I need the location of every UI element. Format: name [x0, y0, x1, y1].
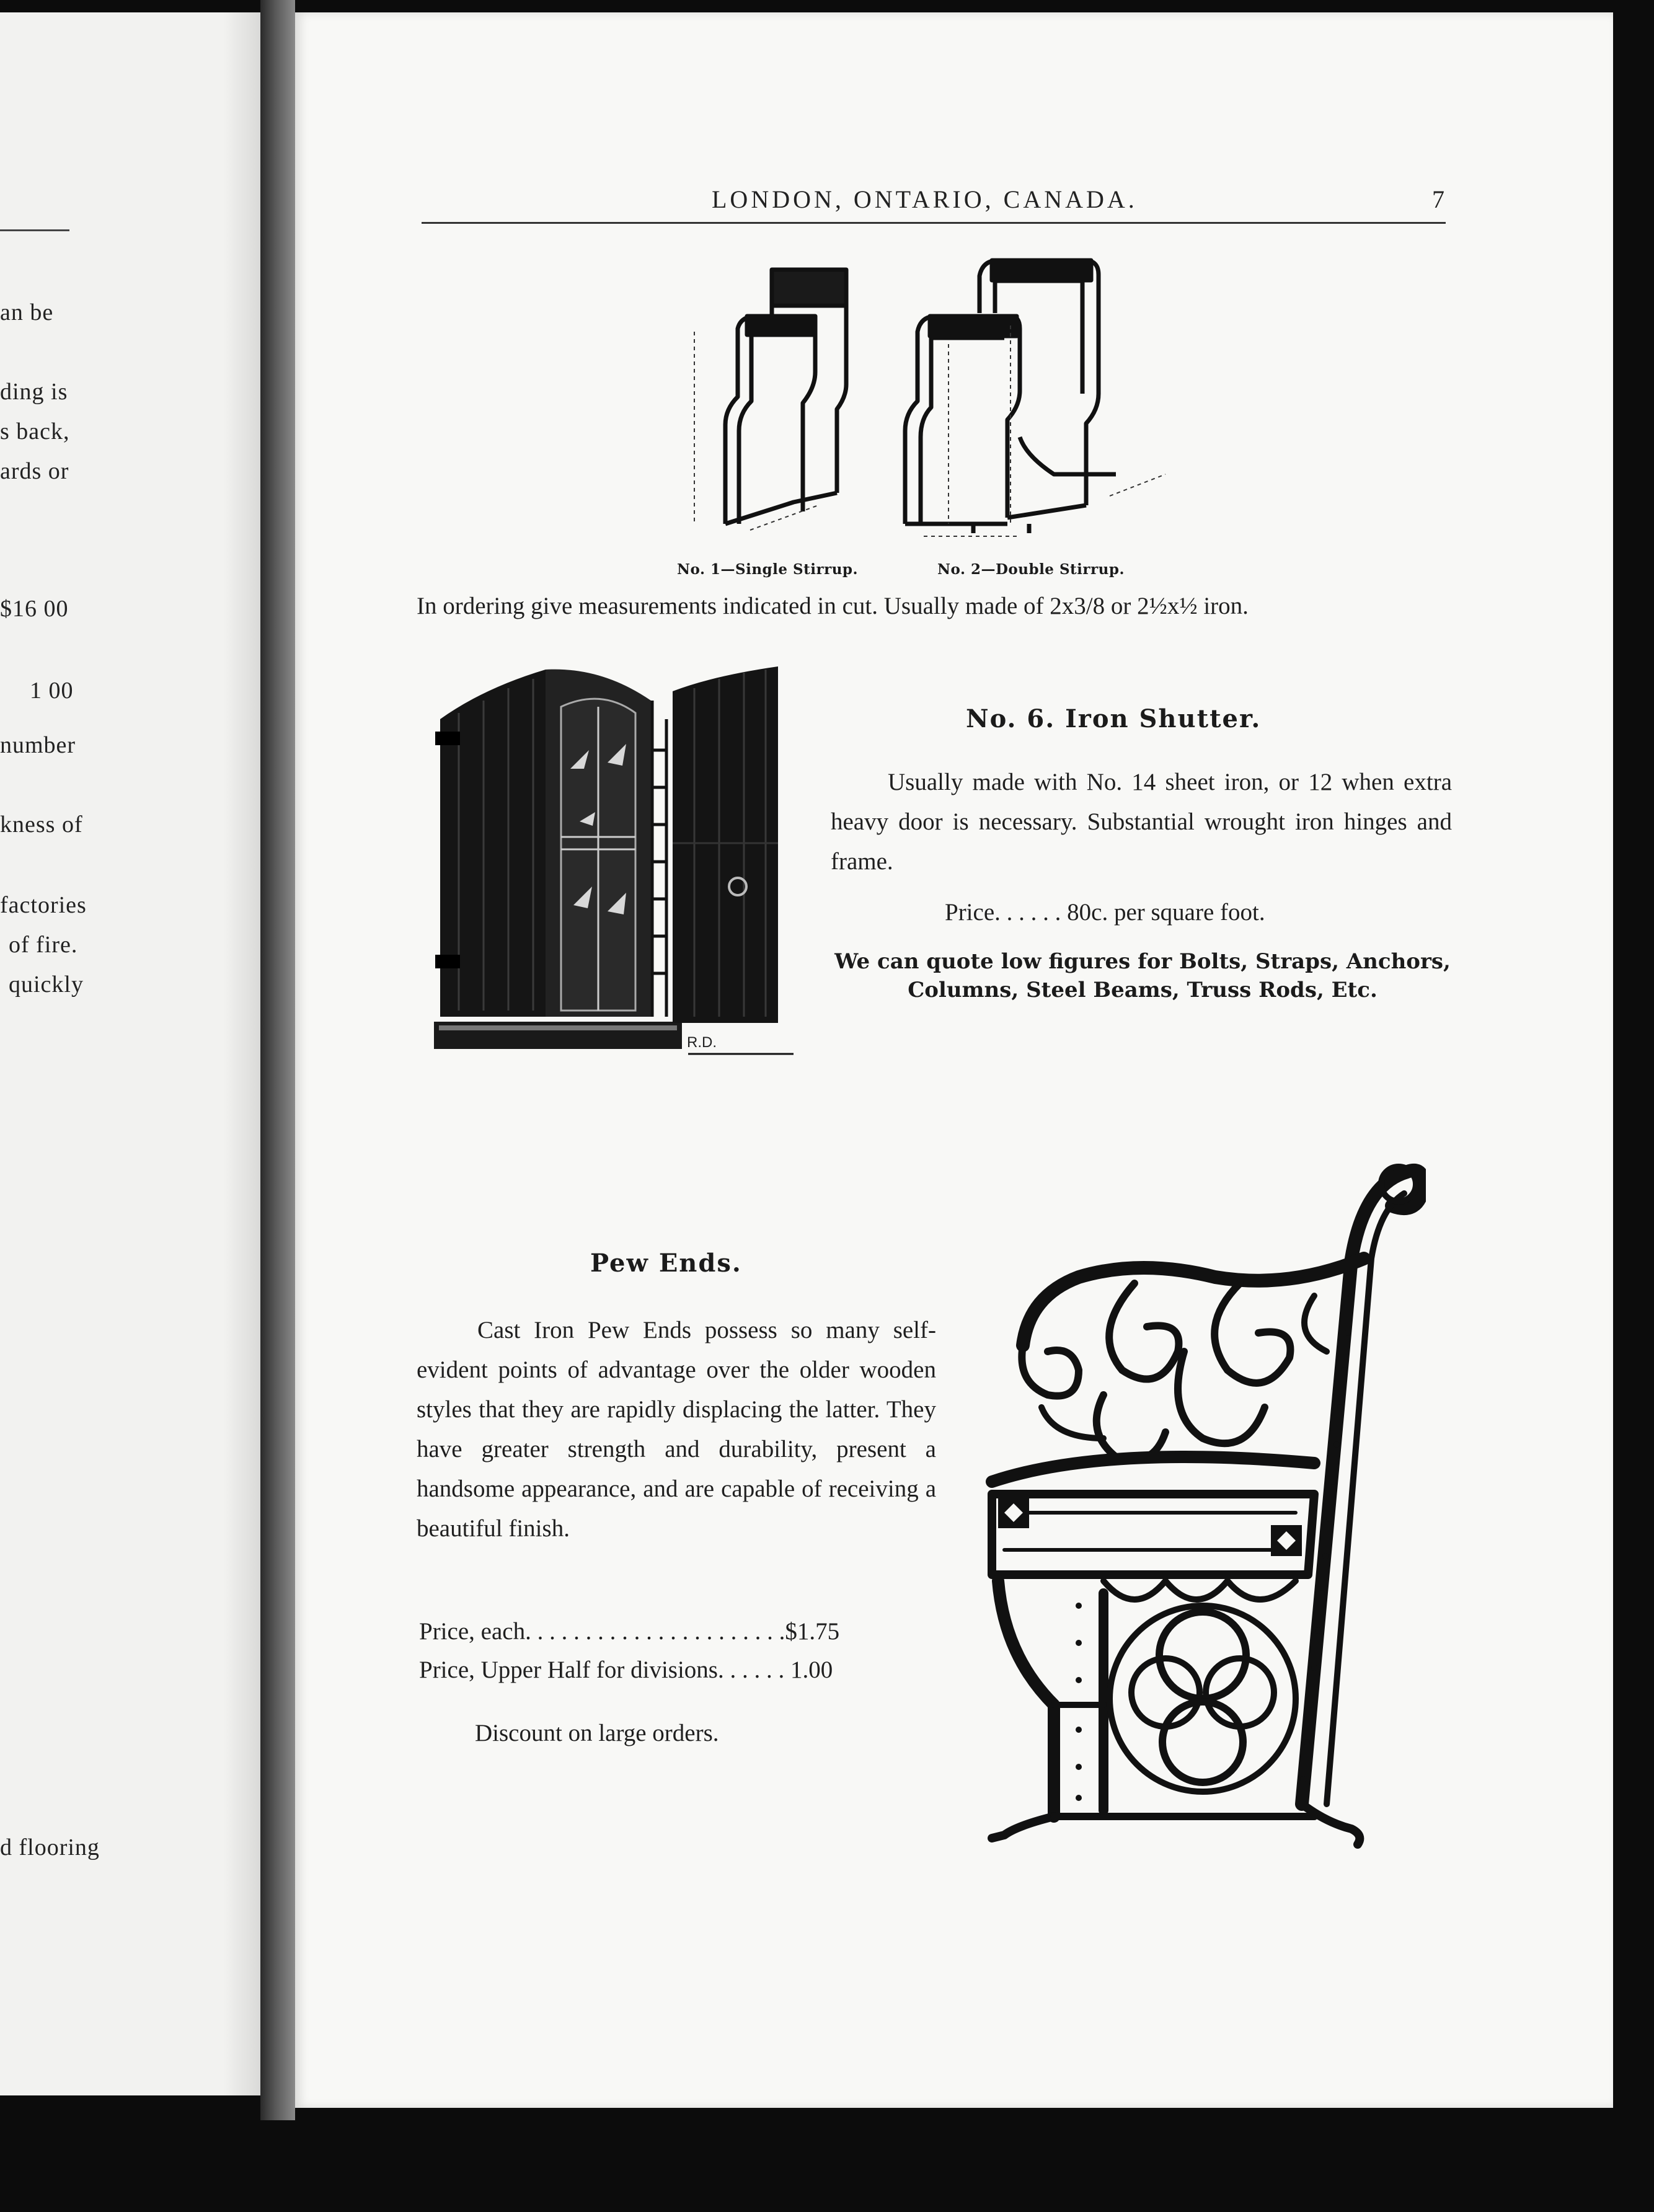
- left-page-line: 1 00: [30, 678, 74, 704]
- left-page-line: an be: [0, 299, 54, 325]
- pew-ends-heading: Pew Ends.: [590, 1249, 742, 1278]
- left-page-line: of fire.: [9, 932, 78, 958]
- shutter-heading: No. 6. Iron Shutter.: [966, 704, 1262, 733]
- left-page-line: factories: [0, 892, 87, 918]
- engraver-mark: R.D.: [687, 1034, 717, 1051]
- stirrup-illustration: [682, 251, 1178, 542]
- left-page-line: $16 00: [0, 596, 69, 622]
- book-gutter: [260, 0, 295, 2120]
- left-page-line: s back,: [0, 418, 70, 445]
- stirrup-caption-1: No. 1—Single Stirrup.: [677, 561, 859, 578]
- ironwork-quote-note: We can quote low figures for Bolts, Straps, Anchors, Columns, Steel Beams, Truss Rods, Etc.: [834, 949, 1451, 1002]
- running-head: LONDON, ONTARIO, CANADA.: [712, 185, 1138, 213]
- cast-iron-pew-end-illustration: [980, 1147, 1426, 1872]
- left-page-line: ards or: [0, 458, 69, 484]
- left-page-line: quickly: [9, 971, 84, 998]
- shutter-description: Usually made with No. 14 sheet iron, or 12 when extra heavy door is necessary. Substantial wrought iron hinges and frame.: [831, 769, 1452, 875]
- shutter-price: Price. . . . . . 80c. per square foot.: [945, 899, 1265, 926]
- left-page-line: ding is: [0, 379, 68, 405]
- pew-end-price-each: Price, each. . . . . . . . . . . . . . . . . . . . . .$1.75: [419, 1618, 840, 1645]
- stirrup-order-note: In ordering give measurements indicated in cut. Usually made of 2x3/8 or 2½x½ iron.: [417, 593, 1249, 619]
- left-page-rule: [0, 229, 69, 231]
- page-number: 7: [1432, 185, 1444, 213]
- previous-page-fragment: [0, 12, 260, 2095]
- page-shadow: [223, 12, 260, 2095]
- iron-shutter-illustration: [422, 663, 794, 1060]
- left-page-line: d flooring: [0, 1834, 100, 1860]
- pew-ends-description: Cast Iron Pew Ends possess so many self-evident points of advantage over the older wooden styles that they are rapidly displacing the latter. They have greater strength and durability, present a handsome appearance, and are capable of receiving a beautiful finish.: [417, 1317, 936, 1542]
- pew-end-discount: Discount on large orders.: [475, 1720, 719, 1746]
- header-rule: [422, 222, 1446, 224]
- left-page-line: kness of: [0, 812, 83, 838]
- stirrup-caption-2: No. 2—Double Stirrup.: [937, 561, 1125, 578]
- left-page-line: number: [0, 732, 76, 758]
- pew-end-price-upper-half: Price, Upper Half for divisions. . . . . . 1.00: [419, 1657, 833, 1683]
